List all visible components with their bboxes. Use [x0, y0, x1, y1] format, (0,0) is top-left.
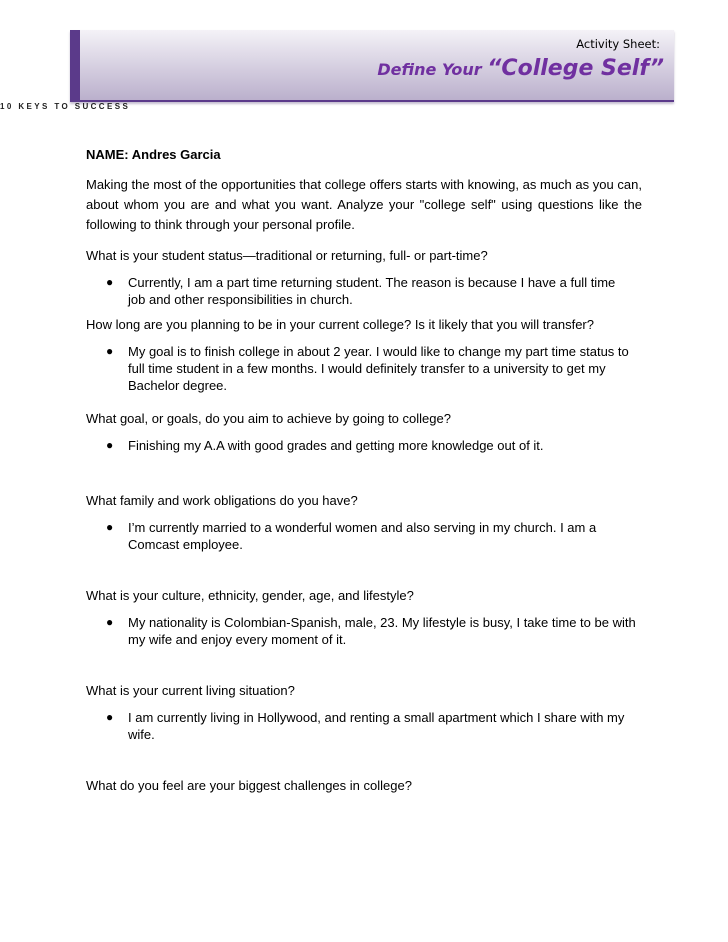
answer-text: Finishing my A.A with good grades and getting more knowledge out of it.	[128, 438, 544, 453]
answer-item	[86, 343, 636, 394]
answer-text: Currently, I am a part time returning student. The reason is because I have a full time job and other responsibilities in church.	[128, 275, 616, 307]
bullet-icon: ●	[106, 344, 114, 358]
student-name: NAME: Andres Garcia	[86, 147, 221, 162]
banner-accent-bar	[70, 30, 80, 102]
answer-text: I am currently living in Hollywood, and renting a small apartment which I share with my wife.	[128, 710, 625, 742]
header-banner	[70, 30, 674, 102]
answer-list-5	[86, 614, 642, 648]
answer-item	[86, 519, 636, 553]
question-1: What is your student status—traditional or returning, full- or part-time?	[86, 248, 488, 263]
activity-sheet-label: Activity Sheet:	[576, 37, 660, 51]
answer-item	[86, 709, 636, 743]
document-body	[86, 146, 642, 804]
question-6: What is your current living situation?	[86, 683, 295, 698]
bullet-icon: ●	[106, 438, 114, 452]
intro-paragraph: Making the most of the opportunities that college offers starts with knowing, as much as you can, about whom you are and what you want. Analyze your "college self" using questions like the following to think through your personal profile.	[86, 177, 642, 232]
bullet-icon: ●	[106, 520, 114, 534]
question-3: What goal, or goals, do you aim to achieve by going to college?	[86, 411, 451, 426]
question-2: How long are you planning to be in your current college? Is it likely that you will transfer?	[86, 317, 594, 332]
question-4: What family and work obligations do you have?	[86, 493, 358, 508]
bullet-icon: ●	[106, 710, 114, 724]
title-emphasis: “College Self”	[487, 56, 664, 81]
answer-item	[86, 437, 636, 454]
answer-item	[86, 274, 636, 308]
banner-divider	[70, 100, 674, 102]
answer-list-2	[86, 343, 642, 394]
page-title	[377, 56, 664, 81]
bullet-icon: ●	[106, 615, 114, 629]
answer-text: My goal is to finish college in about 2 year. I would like to change my part time status to full time student in a few months. I would definitely transfer to a university to get my Bachelor degree.	[128, 344, 629, 393]
answer-item	[86, 614, 636, 648]
answer-list-4	[86, 519, 642, 553]
question-7: What do you feel are your biggest challenges in college?	[86, 778, 412, 793]
title-prefix: Define Your	[377, 60, 482, 79]
answer-list-6	[86, 709, 642, 743]
question-5: What is your culture, ethnicity, gender, age, and lifestyle?	[86, 588, 414, 603]
answer-text: I’m currently married to a wonderful women and also serving in my church. I am a Comcast employee.	[128, 520, 597, 552]
answer-text: My nationality is Colombian-Spanish, male, 23. My lifestyle is busy, I take time to be with my wife and enjoy every moment of it.	[128, 615, 636, 647]
series-label: 10 KEYS TO SUCCESS	[0, 102, 131, 111]
answer-list-3	[86, 437, 642, 454]
answer-list-1	[86, 274, 642, 308]
bullet-icon: ●	[106, 275, 114, 289]
